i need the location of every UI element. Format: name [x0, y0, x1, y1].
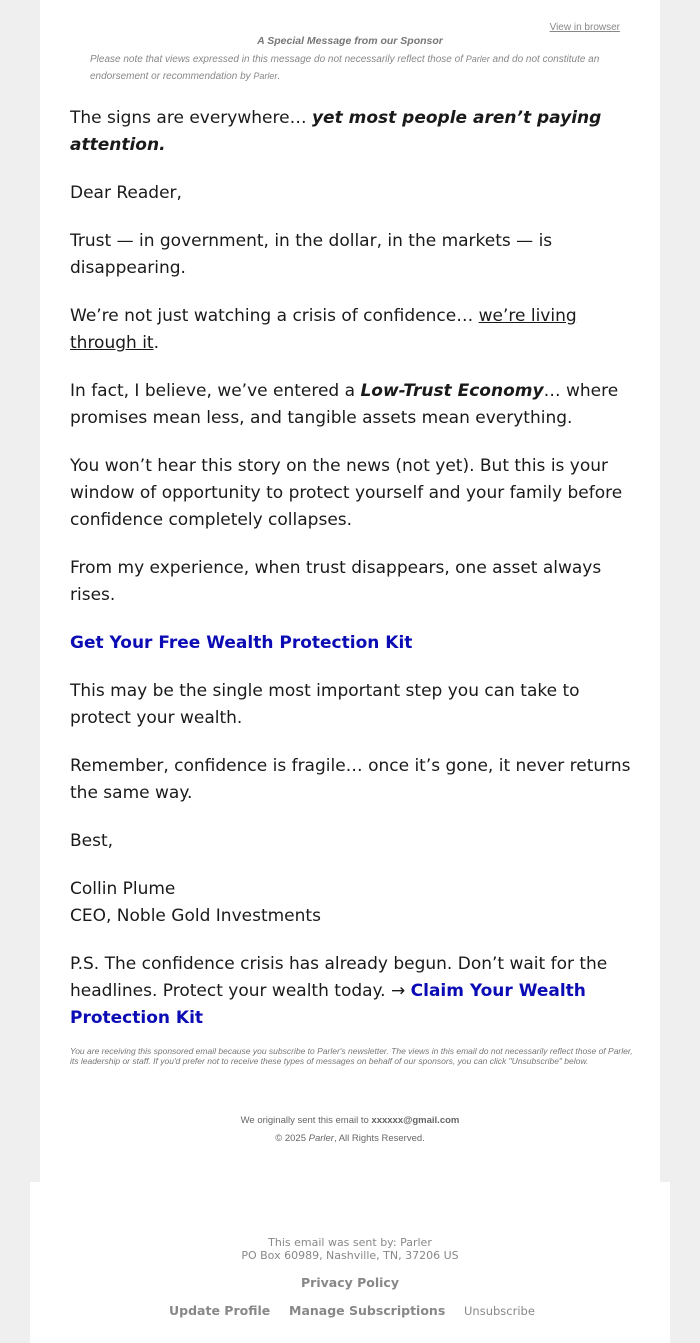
sponsor-heading: A Special Message from our Sponsor: [257, 35, 443, 47]
signoff: Best,: [70, 831, 114, 851]
intro-paragraph: [70, 105, 632, 159]
signer-title: CEO, Noble Gold Investments: [70, 906, 321, 926]
economy-text-end: … where promises mean less, and tangible assets mean everything.: [70, 381, 619, 428]
manage-subscriptions-link[interactable]: Manage Subscriptions: [289, 1303, 446, 1318]
sent-to-text: We originally sent this email to: [240, 1115, 372, 1126]
brand-name: Parler: [253, 71, 278, 81]
sent-by-line: This email was sent by: Parler: [268, 1236, 432, 1249]
opportunity-paragraph: You won’t hear this story on the news (not yet). But this is your window of opportunity to protect yourself and your family before confidence completely collapses.: [70, 456, 623, 530]
recipient-email: xxxxxx@gmail.com: [371, 1115, 460, 1126]
message-body: [70, 105, 632, 1053]
living-through-it-text: we’re living through it: [70, 306, 577, 353]
trust-paragraph: Trust — in government, in the dollar, in the markets — is disappearing.: [70, 231, 553, 278]
ps-paragraph: [70, 951, 632, 1032]
signer-name: Collin Plume: [70, 879, 176, 899]
email-card: [40, 0, 660, 1182]
period: .: [153, 333, 159, 353]
important-step-paragraph: This may be the single most important step you can take to protect your wealth.: [70, 681, 580, 728]
brand-name: Parler: [465, 54, 490, 64]
experience-paragraph: From my experience, when trust disappears, one asset always rises.: [70, 558, 602, 605]
postal-address: PO Box 60989, Nashville, TN, 37206 US: [241, 1249, 459, 1262]
sponsor-disclaimer: [90, 51, 610, 85]
low-trust-economy-emphasis: Low-Trust Economy: [360, 381, 544, 401]
free-kit-link[interactable]: Get Your Free Wealth Protection Kit: [70, 633, 413, 653]
copyright-brand: Parler: [308, 1133, 334, 1144]
remember-paragraph: Remember, confidence is fragile… once it’s gone, it never returns the same way.: [70, 756, 631, 803]
economy-paragraph: [70, 378, 632, 432]
copyright-line: [40, 1133, 660, 1144]
cta-paragraph: [70, 630, 632, 657]
subscription-legal-note: You are receiving this sponsored email because you subscribe to Parler's newsletter. The views in this email do not necessarily reflect those of Parler, its leadership or staff. If you'd prefer not to receive these types of messages on behalf of our sponsors, you can click "Unsubscribe" below.: [70, 1046, 633, 1066]
email-footer: [30, 1182, 670, 1343]
crisis-paragraph: [70, 303, 632, 357]
intro-emphasis: yet most people aren’t paying attention.: [70, 108, 602, 155]
claim-kit-link[interactable]: Claim Your Wealth Protection Kit: [70, 981, 586, 1028]
view-in-browser-link[interactable]: View in browser: [549, 22, 620, 33]
copyright-text-end: , All Rights Reserved.: [333, 1133, 425, 1144]
crisis-text: We’re not just watching a crisis of confidence…: [70, 306, 479, 326]
update-profile-link[interactable]: Update Profile: [169, 1303, 271, 1318]
unsubscribe-link[interactable]: Unsubscribe: [464, 1304, 535, 1318]
copyright-text: © 2025: [275, 1133, 309, 1144]
privacy-policy-link[interactable]: Privacy Policy: [301, 1275, 399, 1290]
disclaimer-text: and do not constitute an endorsement or recommendation by: [90, 54, 600, 82]
ps-text: P.S. The confidence crisis has already begun. Don’t wait for the headlines. Protect your wealth today. →: [70, 954, 608, 1001]
disclaimer-text: Please note that views expressed in this message do not necessarily reflect those of: [90, 54, 466, 65]
sent-to-line: [40, 1115, 660, 1126]
signature: [70, 876, 632, 930]
disclaimer-text: .: [277, 71, 281, 82]
greeting: Dear Reader,: [70, 183, 182, 203]
economy-text: In fact, I believe, we’ve entered a: [70, 381, 361, 401]
intro-text: The signs are everywhere…: [70, 108, 312, 128]
